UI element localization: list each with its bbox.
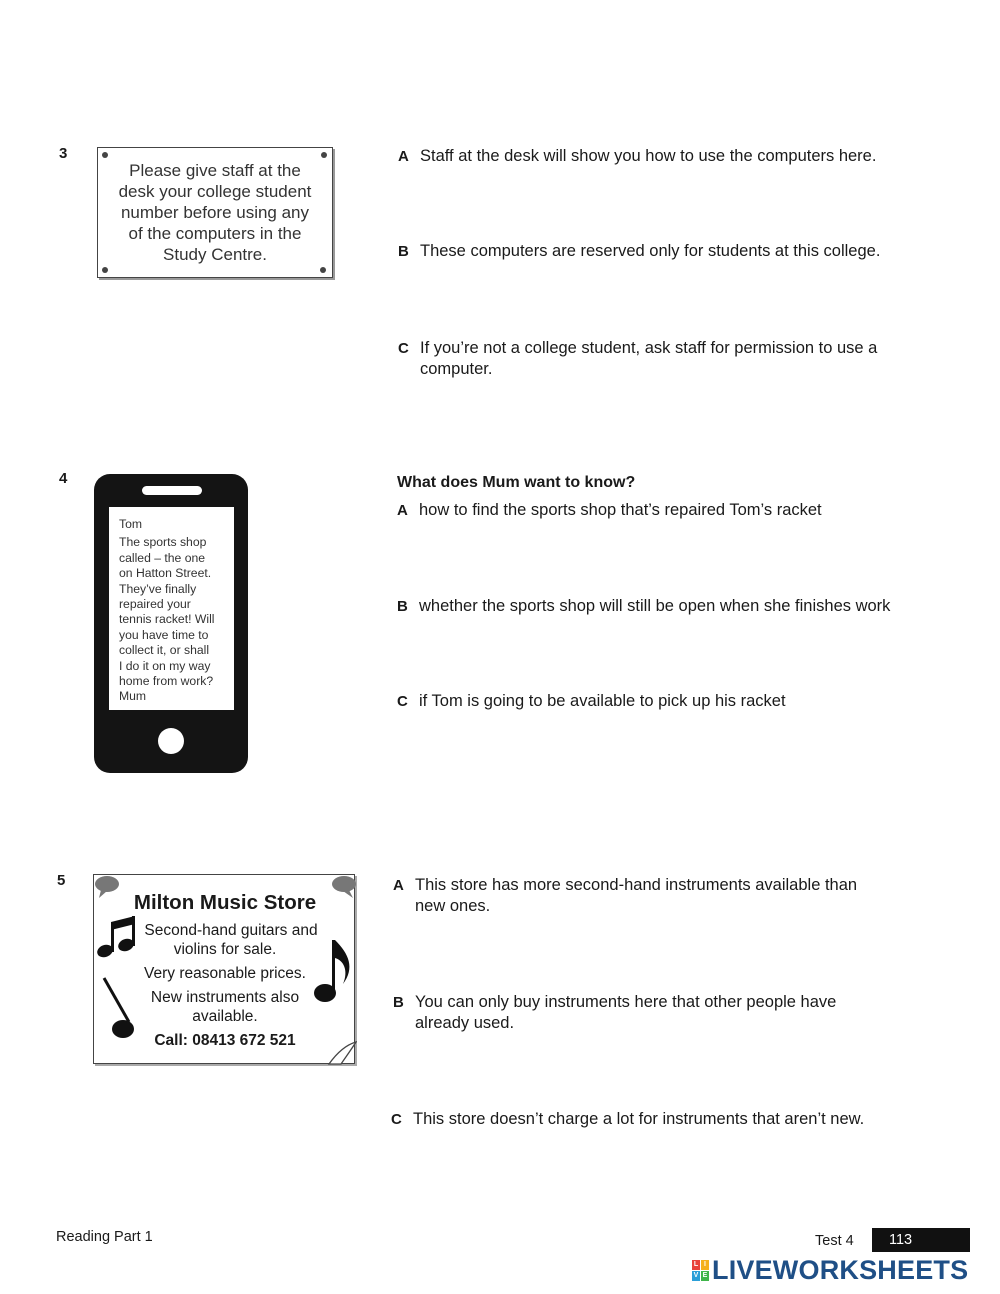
q5-option-b[interactable] (393, 992, 873, 1034)
option-text: how to find the sports shop that’s repaired Tom’s racket (419, 501, 822, 519)
footer-test-label: Test 4 (815, 1233, 854, 1249)
notice-line: Study Centre. (163, 245, 267, 264)
store-phone: Call: 08413 672 521 (154, 1032, 296, 1049)
option-text: Staff at the desk will show you how to use the computers here. (420, 147, 877, 165)
notice-text (119, 160, 312, 265)
page-number: 113 (872, 1228, 970, 1252)
message-line: They’ve finally (119, 581, 197, 596)
option-text: This store doesn’t charge a lot for instruments that aren’t new. (413, 1110, 865, 1128)
question-number-3: 3 (59, 145, 68, 162)
message-line: on Hatton Street. (119, 566, 212, 581)
q4-option-a[interactable] (397, 500, 917, 521)
logo-tile: V (693, 1271, 699, 1279)
store-line: Second-hand guitars and (144, 922, 318, 939)
message-line: I do it on my way (119, 658, 211, 673)
message-line: The sports shop (119, 535, 207, 550)
message-line: called – the one (119, 550, 206, 565)
store-title: Milton Music Store (133, 891, 317, 914)
phone-illustration (94, 474, 248, 773)
footer-section-label: Reading Part 1 (56, 1229, 153, 1245)
q5-option-c[interactable] (391, 1109, 911, 1130)
message-line: Tom (119, 517, 143, 531)
message-line: home from work? (119, 674, 214, 689)
q4-prompt: What does Mum want to know? (397, 474, 636, 491)
message-line: Mum (119, 689, 147, 704)
liveworksheets-brand (692, 1254, 968, 1286)
q4-option-c[interactable] (397, 691, 917, 712)
music-store-advert (93, 874, 357, 1067)
study-centre-notice (97, 147, 333, 278)
option-letter: C (397, 693, 408, 710)
option-text: whether the sports shop will still be open when she finishes work (419, 597, 891, 615)
question-number-4: 4 (59, 470, 68, 487)
logo-tile: L (693, 1260, 699, 1268)
liveworksheets-logo-icon (692, 1260, 709, 1281)
phone-message (109, 507, 234, 710)
store-line: available. (192, 1008, 258, 1025)
q3-option-c[interactable] (398, 338, 898, 380)
pin-icon (320, 267, 326, 273)
option-text: if Tom is going to be available to pick up his racket (419, 692, 786, 710)
option-letter: C (398, 340, 409, 357)
notice-line: number before using any (120, 203, 310, 222)
option-letter: B (398, 243, 409, 260)
option-letter: A (393, 877, 404, 894)
pin-icon (321, 152, 327, 158)
q3-option-b[interactable] (398, 241, 898, 262)
logo-tile: E (702, 1271, 708, 1279)
q4-option-b[interactable] (397, 596, 937, 617)
option-text: You can only buy instruments here that other people have already used. (415, 993, 837, 1032)
store-line: New instruments also (150, 989, 300, 1006)
pin-icon (102, 267, 108, 273)
question-number-5: 5 (57, 872, 66, 889)
option-text: This store has more second-hand instruments available than new ones. (415, 876, 858, 915)
store-line: violins for sale. (173, 941, 277, 958)
option-letter: B (393, 994, 404, 1011)
option-letter: A (397, 502, 408, 519)
option-letter: B (397, 598, 408, 615)
option-letter: A (398, 148, 409, 165)
notice-line: Please give staff at the (129, 161, 301, 180)
notice-line: of the computers in the (128, 224, 302, 243)
message-line: repaired your (119, 597, 191, 612)
logo-tile: I (701, 1260, 709, 1270)
option-text: These computers are reserved only for students at this college. (420, 242, 881, 260)
message-line: you have time to (119, 627, 209, 642)
brand-name: LIVEWORKSHEETS (712, 1254, 969, 1285)
phone-speaker (142, 486, 202, 495)
notice-line: desk your college student (118, 182, 312, 201)
message-line: tennis racket! Will (119, 612, 215, 627)
option-letter: C (391, 1111, 402, 1128)
message-line: collect it, or shall (119, 643, 210, 658)
store-line: Very reasonable prices. (144, 965, 306, 982)
q3-option-a[interactable] (398, 146, 898, 167)
phone-home-button (158, 728, 184, 754)
pin-icon (102, 152, 108, 158)
option-text: If you’re not a college student, ask staff for permission to use a computer. (420, 339, 878, 378)
q5-option-a[interactable] (393, 875, 873, 917)
